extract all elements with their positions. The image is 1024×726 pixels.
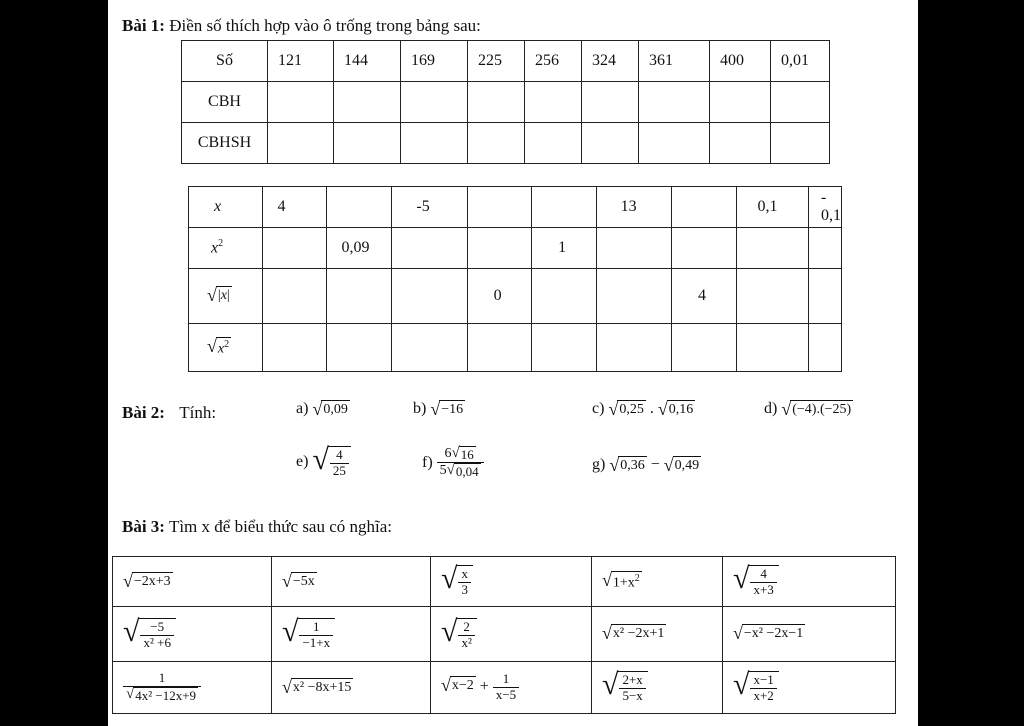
- table-cell[interactable]: [467, 228, 532, 269]
- answer-cell[interactable]: [771, 123, 830, 164]
- table-cell[interactable]: [392, 269, 467, 324]
- table-cell: 400: [710, 41, 771, 82]
- radicand: −2x+3: [133, 573, 171, 589]
- radicand: x² −8x+15: [292, 679, 352, 695]
- radicand: 1+x: [612, 576, 635, 592]
- label-f: f): [422, 453, 433, 471]
- numerator: 4: [336, 447, 343, 462]
- table-cell[interactable]: [327, 269, 392, 324]
- radicand-c2: 0,16: [668, 402, 694, 417]
- radicand-d: (−4).(−25): [792, 402, 852, 417]
- denominator: 25: [330, 463, 349, 479]
- numerator: x: [461, 566, 468, 582]
- table-cell: √ $\frac{x}{3}$: [431, 557, 592, 607]
- numerator: 4: [760, 566, 767, 582]
- answer-cell[interactable]: [268, 82, 334, 123]
- table-cell: 4: [671, 269, 737, 324]
- radicand: 16: [460, 447, 474, 462]
- table-cell: 169: [401, 41, 468, 82]
- table-bai3: [112, 556, 896, 714]
- table-cell: 121: [268, 41, 334, 82]
- answer-cell[interactable]: [771, 82, 830, 123]
- table-cell: 0,09: [327, 228, 392, 269]
- table-cell[interactable]: [737, 228, 809, 269]
- radicand-g1: 0,36: [620, 458, 645, 473]
- numerator: 2: [463, 618, 470, 634]
- exercise-a: a) √ 0,09: [296, 399, 348, 419]
- table-cell[interactable]: [392, 324, 467, 372]
- bai3-text: Tìm x để biểu thức sau có nghĩa:: [168, 517, 393, 536]
- answer-cell[interactable]: [582, 82, 639, 123]
- table-row: [182, 82, 830, 123]
- bai2-title: [122, 403, 216, 423]
- table-cell[interactable]: [596, 228, 671, 269]
- radicand: −5x: [292, 573, 315, 589]
- radicand-c1: 0,25: [619, 402, 644, 417]
- table-cell[interactable]: [737, 324, 809, 372]
- numerator: 1: [158, 670, 166, 686]
- table-cell: 1: [532, 228, 597, 269]
- bai1-text: Điền số thích hợp vào ô trống trong bảng sau:: [169, 16, 481, 35]
- table-cell[interactable]: [809, 228, 842, 269]
- bai1-title: [122, 16, 481, 36]
- table-row: [189, 324, 842, 372]
- table-cell: √ $1+x^2$: [592, 557, 723, 607]
- bai2-text: Tính:: [179, 403, 217, 422]
- table-cell: 13: [596, 187, 671, 228]
- answer-cell[interactable]: [582, 123, 639, 164]
- table-cell: 4: [263, 187, 327, 228]
- table-cell: 0,01: [771, 41, 830, 82]
- denominator: x²: [458, 635, 474, 651]
- denominator: −1+x: [299, 635, 333, 651]
- table-cell[interactable]: [467, 324, 532, 372]
- table-cell: √ x−2 + $\frac{1}{x-5}$: [431, 662, 592, 714]
- denominator: x² +6: [140, 635, 173, 651]
- table-cell[interactable]: [467, 187, 532, 228]
- bai2-heading: Bài 2:: [122, 403, 165, 422]
- label-e: e): [296, 453, 309, 471]
- table-cell[interactable]: [532, 187, 597, 228]
- answer-cell[interactable]: [268, 123, 334, 164]
- table-cell[interactable]: [327, 324, 392, 372]
- table-cell: 225: [468, 41, 525, 82]
- bai3-heading: Bài 3:: [122, 517, 165, 536]
- table-cell: -5: [392, 187, 467, 228]
- label-c: c): [592, 400, 605, 417]
- table-cell-sqrt-abs-x: √ |x|: [189, 269, 263, 324]
- table-cell: 1 √ 4x² −12x+9: [113, 662, 272, 714]
- table-cell[interactable]: [671, 187, 737, 228]
- coef: 6: [444, 446, 452, 461]
- numerator: x−1: [753, 672, 774, 688]
- table-cell[interactable]: [809, 269, 842, 324]
- denominator: x+3: [750, 582, 776, 598]
- worksheet-page: [108, 0, 918, 726]
- label-d: d): [764, 400, 778, 417]
- table-cell[interactable]: [532, 269, 597, 324]
- numerator: 2+x: [622, 672, 643, 688]
- radicand-g2: 0,49: [674, 458, 700, 473]
- radicand: −x² −2x−1: [743, 626, 804, 641]
- table-cell: √ $\frac{4}{x+3}$: [723, 557, 896, 607]
- table-row: [182, 123, 830, 164]
- table-cell: - 0,1: [809, 187, 842, 228]
- exercise-d: d) √ (−4).(−25): [764, 399, 852, 419]
- label-g: g): [592, 456, 606, 473]
- table-cell[interactable]: [392, 228, 467, 269]
- table-cell[interactable]: [737, 269, 809, 324]
- table-row: [189, 228, 842, 269]
- numerator: −5: [150, 618, 165, 634]
- table-cell: √ x² −2x+1: [592, 607, 723, 662]
- answer-cell[interactable]: [710, 82, 771, 123]
- table-cell: √ $\frac{2+x}{5-x}$: [592, 662, 723, 714]
- exercise-e: e) √ $\frac{4}{25}$: [296, 446, 351, 479]
- label-a: a): [296, 400, 309, 417]
- table-cell[interactable]: [671, 228, 737, 269]
- table-row: [113, 662, 896, 714]
- table-cell: 0: [467, 269, 532, 324]
- bai3-title: [122, 517, 392, 537]
- table-cell: CBH: [182, 82, 268, 123]
- table-cell[interactable]: [263, 324, 327, 372]
- table-cell[interactable]: [671, 324, 737, 372]
- table-bai1-2: [188, 186, 842, 372]
- denominator: 5−x: [619, 688, 645, 704]
- radicand-b: −16: [441, 402, 464, 417]
- minus-sign: −: [650, 456, 660, 473]
- answer-cell[interactable]: [639, 123, 710, 164]
- table-cell: Số: [182, 41, 268, 82]
- coef: 5: [439, 463, 447, 479]
- denominator: 3: [458, 582, 471, 598]
- table-row: [189, 269, 842, 324]
- answer-cell[interactable]: [334, 82, 401, 123]
- denominator: x+2: [750, 688, 776, 704]
- radicand-a: 0,09: [323, 402, 348, 417]
- answer-cell[interactable]: [401, 123, 468, 164]
- table-cell-sqrt-x2: √ $x^2$: [189, 324, 263, 372]
- bai1-heading: Bài 1:: [122, 16, 165, 35]
- radicand: x−2: [451, 678, 474, 694]
- table-cell: √ −2x+3: [113, 557, 272, 607]
- exercise-g: g) √ 0,36 − √ 0,49: [592, 455, 700, 475]
- table-cell: 144: [334, 41, 401, 82]
- radicand: 4x² −12x+9: [135, 688, 197, 704]
- table-cell[interactable]: [263, 228, 327, 269]
- table-cell: √ $\frac{x-1}{x+2}$: [723, 662, 896, 714]
- answer-cell[interactable]: [525, 82, 582, 123]
- exercise-b: b) √ −16: [413, 399, 464, 419]
- table-cell: √ −x² −2x−1: [723, 607, 896, 662]
- label-b: b): [413, 400, 427, 417]
- table-cell: 0,1: [737, 187, 809, 228]
- plus-sign: +: [479, 678, 489, 696]
- table-row: [113, 557, 896, 607]
- table-row: [189, 187, 842, 228]
- answer-cell[interactable]: [468, 123, 525, 164]
- table-cell[interactable]: [809, 324, 842, 372]
- answer-cell[interactable]: [401, 82, 468, 123]
- table-cell: √ −5x: [272, 557, 431, 607]
- table-cell: √ $\frac{1}{-1+x}$: [272, 607, 431, 662]
- table-cell: √ x² −8x+15: [272, 662, 431, 714]
- var-x: x: [214, 198, 222, 215]
- answer-cell[interactable]: [710, 123, 771, 164]
- table-cell[interactable]: [263, 269, 327, 324]
- answer-cell[interactable]: [525, 123, 582, 164]
- exercise-f: f) 6 √ 16 5 √ 0,04: [422, 446, 484, 480]
- table-cell-x2: $x^2$: [189, 228, 263, 269]
- table-cell: 256: [525, 41, 582, 82]
- numerator: 1: [313, 618, 320, 634]
- denominator: x−5: [493, 687, 519, 703]
- table-cell: 324: [582, 41, 639, 82]
- answer-cell[interactable]: [334, 123, 401, 164]
- answer-cell[interactable]: [639, 82, 710, 123]
- table-cell[interactable]: [327, 187, 392, 228]
- table-cell[interactable]: [596, 324, 671, 372]
- table-cell[interactable]: [596, 269, 671, 324]
- table-row: [182, 41, 830, 82]
- table-cell: √ $\frac{2}{\text{x²}}$: [431, 607, 592, 662]
- table-cell: [189, 187, 263, 228]
- numerator: 1: [502, 671, 510, 687]
- exercise-c: c) √ 0,25 . √ 0,16: [592, 399, 694, 419]
- table-row: [113, 607, 896, 662]
- radicand: x² −2x+1: [612, 626, 665, 641]
- table-cell: 361: [639, 41, 710, 82]
- table-cell[interactable]: [532, 324, 597, 372]
- table-bai1-1: [181, 40, 830, 164]
- table-cell: √ $\frac{-5}{\text{x² +6}}$: [113, 607, 272, 662]
- answer-cell[interactable]: [468, 82, 525, 123]
- radicand: 0,04: [455, 464, 479, 480]
- table-cell: CBHSH: [182, 123, 268, 164]
